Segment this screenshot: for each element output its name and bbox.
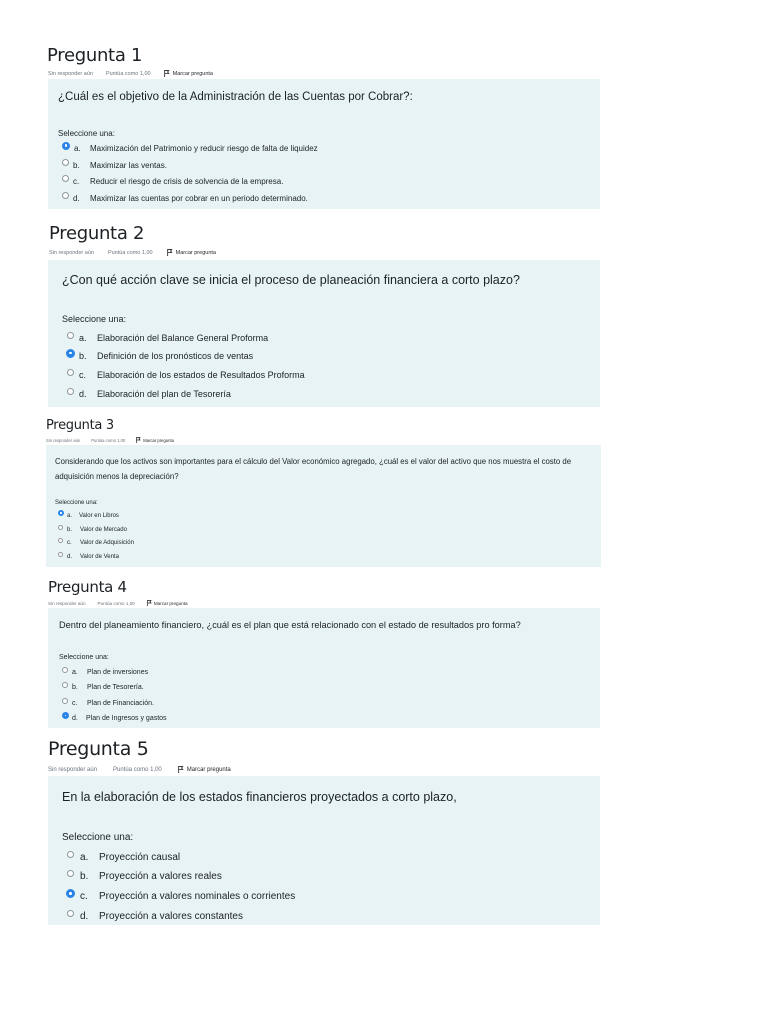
answer-option-c[interactable]: [66, 891, 295, 902]
radio-button[interactable]: [62, 667, 68, 673]
radio-button[interactable]: [67, 388, 74, 395]
radio-button[interactable]: [67, 851, 74, 858]
radio-button[interactable]: [62, 192, 69, 199]
answer-option-b[interactable]: [66, 351, 253, 361]
question-text: ¿Cuál es el objetivo de la Administración de las Cuentas por Cobrar?:: [58, 91, 413, 103]
flag-icon: [136, 437, 141, 443]
option-text: Maximizar las cuentas por cobrar en un periodo determinado.: [90, 194, 308, 203]
flag-question-button[interactable]: [178, 766, 231, 773]
flag-question-label: Marcar pregunta: [143, 437, 174, 443]
question-score: Puntúa como 1,00: [107, 249, 153, 256]
question-info: [46, 437, 174, 443]
option-letter: d.: [80, 911, 89, 922]
answer-option-b[interactable]: [62, 161, 167, 170]
option-letter: a.: [67, 513, 73, 519]
option-letter: c.: [67, 540, 72, 546]
answer-option-c[interactable]: [67, 370, 305, 380]
option-text: Elaboración del Balance General Proforma: [97, 333, 269, 343]
option-letter: b.: [80, 871, 89, 882]
flag-icon: [178, 766, 184, 773]
question-score: Puntúa como 1,00: [97, 600, 135, 606]
option-text: Plan de Ingresos y gastos: [86, 715, 167, 722]
radio-button[interactable]: [58, 525, 63, 530]
answer-option-a[interactable]: [62, 669, 148, 676]
radio-button[interactable]: [62, 175, 69, 182]
radio-button[interactable]: [58, 538, 63, 543]
flag-question-label: Marcar pregunta: [153, 600, 188, 606]
option-text: Valor de Venta: [80, 554, 119, 560]
select-one-label: Seleccione una:: [62, 314, 127, 324]
radio-button[interactable]: [66, 889, 75, 898]
option-text: Proyección a valores reales: [99, 871, 222, 882]
option-text: Definición de los pronósticos de ventas: [97, 351, 254, 361]
radio-button[interactable]: [62, 159, 69, 166]
radio-button[interactable]: [58, 552, 63, 557]
select-one-label: Seleccione una:: [55, 500, 98, 506]
answer-option-c[interactable]: [62, 700, 154, 707]
option-letter: b.: [79, 351, 87, 361]
option-text: Maximización del Patrimonio y reducir riesgo de falta de liquidez: [90, 144, 318, 153]
flag-question-label: Marcar pregunta: [172, 70, 213, 77]
select-one-label: Seleccione una:: [62, 832, 134, 843]
option-letter: d.: [79, 389, 87, 399]
question-status: Sin responder aún: [49, 249, 94, 256]
option-letter: d.: [67, 554, 73, 560]
option-letter: c.: [72, 700, 78, 707]
question-score: Puntúa como 1,00: [113, 766, 162, 773]
answer-option-a[interactable]: [67, 852, 180, 863]
question-title: Pregunta 3: [46, 418, 114, 433]
flag-icon: [147, 600, 152, 606]
option-letter: c.: [80, 891, 88, 902]
answer-option-a[interactable]: [58, 513, 119, 519]
option-text: Elaboración de los estados de Resultados Proforma: [97, 370, 305, 380]
answer-option-a[interactable]: [62, 144, 318, 153]
flag-question-label: Marcar pregunta: [175, 249, 216, 256]
option-text: Valor de Mercado: [80, 527, 127, 533]
question-info: [48, 766, 231, 773]
flag-icon: [164, 70, 170, 77]
flag-question-button[interactable]: [164, 70, 213, 77]
option-letter: a.: [79, 333, 87, 343]
answer-option-d[interactable]: [62, 715, 167, 722]
question-text: En la elaboración de los estados financieros proyectados a corto plazo,: [62, 790, 457, 804]
answer-option-c[interactable]: [62, 177, 283, 186]
option-letter: a.: [74, 144, 81, 153]
select-one-label: Seleccione una:: [58, 129, 115, 138]
answer-option-c[interactable]: [58, 540, 134, 546]
question-status: Sin responder aún: [48, 766, 98, 773]
option-text: Valor de Adquisición: [80, 540, 134, 546]
question-info: [48, 70, 213, 77]
question-text: Considerando que los activos son importantes para el cálculo del Valor económico agregado, ¿cuál es el valor del activo que nos muestra el costo de adquisición menos la depreciación?: [55, 457, 572, 481]
answer-option-b[interactable]: [62, 684, 144, 691]
answer-option-a[interactable]: [67, 333, 268, 343]
option-text: Plan de inversiones: [87, 669, 149, 676]
question-score: Puntúa como 1,00: [105, 70, 151, 77]
flag-question-button[interactable]: [167, 249, 216, 256]
answer-option-b[interactable]: [58, 527, 127, 533]
answer-option-d[interactable]: [58, 554, 119, 560]
question-text: ¿Con qué acción clave se inicia el proceso de planeación financiera a corto plazo?: [62, 273, 520, 287]
option-text: Plan de Tesorería.: [87, 684, 144, 691]
flag-question-button[interactable]: [136, 437, 174, 443]
radio-button[interactable]: [62, 682, 68, 688]
option-letter: a.: [80, 852, 89, 863]
question-status: Sin responder aún: [48, 600, 86, 606]
question-title: Pregunta 4: [48, 578, 127, 596]
option-text: Maximizar las ventas.: [90, 161, 167, 170]
radio-button[interactable]: [67, 910, 74, 917]
select-one-label: Seleccione una:: [59, 654, 109, 661]
option-letter: b.: [73, 161, 80, 170]
option-letter: b.: [67, 527, 73, 533]
radio-button[interactable]: [62, 698, 68, 704]
question-title: Pregunta 2: [49, 223, 145, 244]
option-letter: c.: [73, 177, 80, 186]
option-text: Reducir el riesgo de crisis de solvencia de la empresa.: [90, 177, 284, 186]
flag-question-label: Marcar pregunta: [186, 766, 231, 773]
question-info: [48, 600, 188, 606]
option-text: Proyección causal: [99, 852, 181, 863]
radio-button[interactable]: [67, 332, 74, 339]
question-status: Sin responder aún: [46, 437, 81, 443]
option-letter: d.: [73, 194, 80, 203]
option-letter: c.: [79, 370, 87, 380]
option-letter: b.: [72, 684, 78, 691]
radio-button[interactable]: [58, 510, 64, 516]
flag-question-button[interactable]: [147, 600, 188, 606]
answer-option-d[interactable]: [67, 911, 243, 922]
question-title: Pregunta 1: [47, 45, 143, 66]
radio-button[interactable]: [66, 349, 75, 358]
question-status: Sin responder aún: [48, 70, 93, 77]
option-letter: a.: [72, 669, 78, 676]
option-text: Proyección a valores constantes: [99, 911, 243, 922]
question-title: Pregunta 5: [48, 738, 149, 760]
option-letter: d.: [72, 715, 78, 722]
option-text: Plan de Financiación.: [87, 700, 154, 707]
radio-button[interactable]: [62, 142, 70, 150]
option-text: Proyección a valores nominales o corrientes: [99, 891, 296, 902]
answer-option-b[interactable]: [67, 871, 222, 882]
option-text: Elaboración del plan de Tesorería: [97, 389, 231, 399]
radio-button[interactable]: [62, 712, 69, 719]
radio-button[interactable]: [67, 870, 74, 877]
question-text: Dentro del planeamiento financiero, ¿cuál es el plan que está relacionado con el estado de resultados pro forma?: [59, 620, 521, 630]
question-score: Puntúa como 1,00: [91, 437, 126, 443]
option-text: Valor en Libros: [79, 513, 119, 519]
question-info: [49, 249, 216, 256]
answer-option-d[interactable]: [67, 389, 231, 399]
answer-option-d[interactable]: [62, 194, 308, 203]
flag-icon: [167, 249, 173, 256]
radio-button[interactable]: [67, 369, 74, 376]
